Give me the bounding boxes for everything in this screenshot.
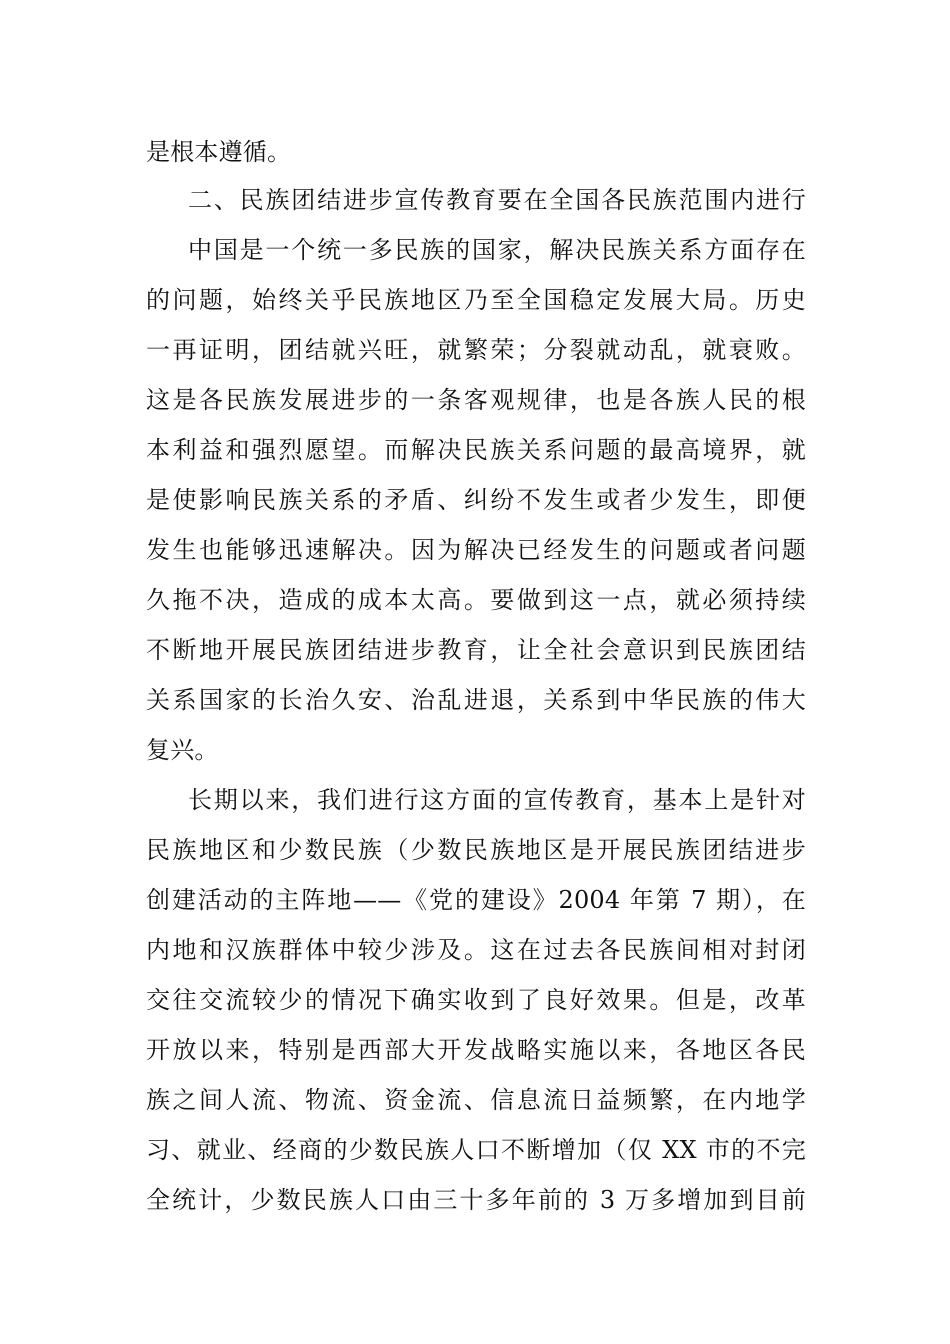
- paragraph-line: 是使影响民族关系的矛盾、纠纷不发生或者少发生，即便: [146, 486, 806, 514]
- paragraph-line: 这是各民族发展进步的一条客观规律，也是各族人民的根: [146, 386, 806, 414]
- paragraph-line: 民族地区和少数民族（少数民族地区是开展民族团结进步: [146, 836, 806, 864]
- paragraph-line: 不断地开展民族团结进步教育，让全社会意识到民族团结: [146, 636, 806, 664]
- paragraph-line: 族之间人流、物流、资金流、信息流日益频繁，在内地学: [146, 1086, 806, 1114]
- paragraph-line: 内地和汉族群体中较少涉及。这在过去各民族间相对封闭: [146, 936, 806, 964]
- paragraph-line: 关系国家的长治久安、治乱进退，关系到中华民族的伟大: [146, 686, 806, 714]
- paragraph-line: 中国是一个统一多民族的国家，解决民族关系方面存在: [188, 236, 806, 264]
- section-heading: 二、民族团结进步宣传教育要在全国各民族范围内进行: [188, 186, 806, 214]
- paragraph-line: 创建活动的主阵地——《党的建设》2004 年第 7 期），在: [146, 886, 806, 914]
- paragraph-line: 是根本遵循。: [146, 138, 292, 166]
- paragraph-line: 本利益和强烈愿望。而解决民族关系问题的最高境界，就: [146, 436, 806, 464]
- paragraph-line: 的问题，始终关乎民族地区乃至全国稳定发展大局。历史: [146, 286, 806, 314]
- paragraph-line: 一再证明，团结就兴旺，就繁荣；分裂就动乱，就衰败。: [146, 336, 806, 364]
- paragraph-line: 全统计，少数民族人口由三十多年前的 3 万多增加到目前: [146, 1186, 806, 1214]
- paragraph-line: 发生也能够迅速解决。因为解决已经发生的问题或者问题: [146, 536, 806, 564]
- paragraph-line: 习、就业、经商的少数民族人口不断增加（仅 XX 市的不完: [146, 1136, 806, 1164]
- paragraph-line: 久拖不决，造成的成本太高。要做到这一点，就必须持续: [146, 586, 806, 614]
- paragraph-line: 开放以来，特别是西部大开发战略实施以来，各地区各民: [146, 1036, 806, 1064]
- paragraph-line: 长期以来，我们进行这方面的宣传教育，基本上是针对: [188, 786, 806, 814]
- paragraph-line: 复兴。: [146, 736, 219, 764]
- paragraph-line: 交往交流较少的情况下确实收到了良好效果。但是，改革: [146, 986, 806, 1014]
